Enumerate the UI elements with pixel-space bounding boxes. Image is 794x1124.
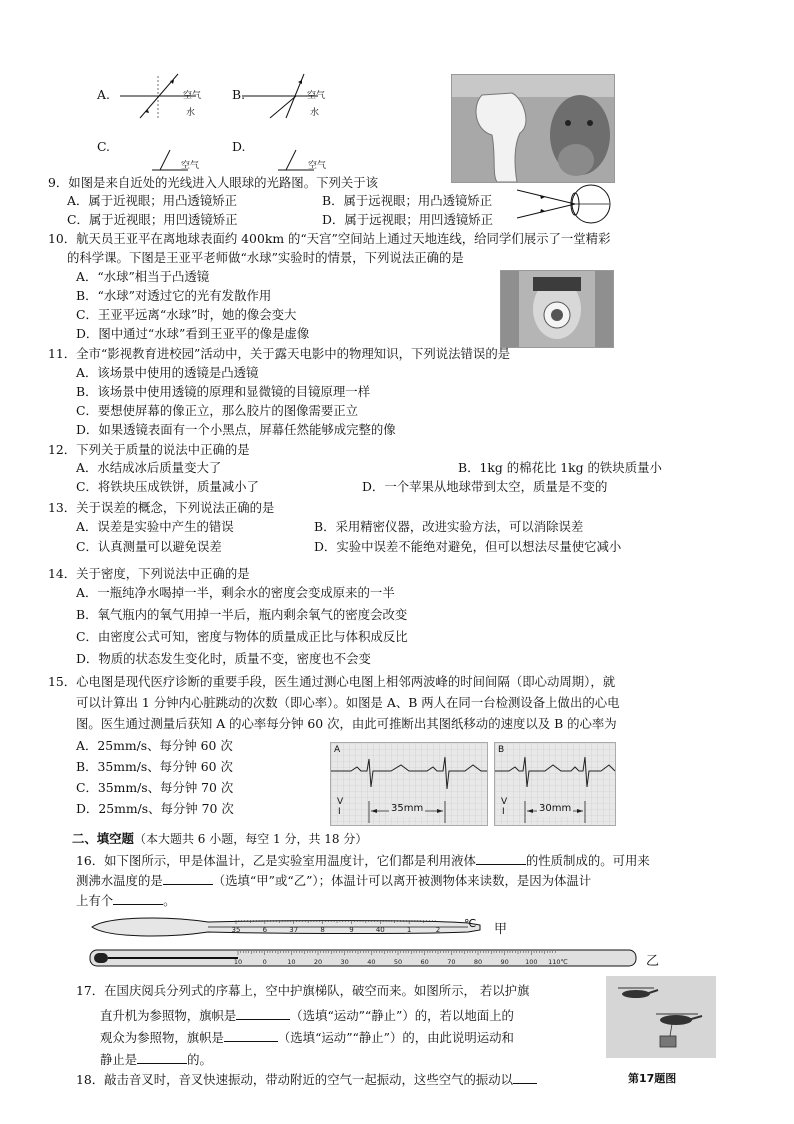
thermometer-tick-label: 1	[406, 926, 412, 934]
q16-blank-1[interactable]	[476, 851, 526, 865]
q17-photo-helicopters	[606, 976, 716, 1058]
q17-blank-2[interactable]	[224, 1028, 278, 1042]
q12-option-b: B．1kg 的棉花比 1kg 的铁块质量小	[458, 460, 662, 475]
q8-air-label-d: 空气	[308, 161, 327, 171]
q15-stem-line3: 图。医生通过测量后获知 A 的心率每分钟 60 次，由此可推断出其图纸移动的速度以及 B 的心率为	[76, 716, 617, 731]
thermometer-tick-label: 8	[320, 926, 325, 934]
q16-line3	[76, 891, 176, 910]
thermometer-tick-label: 30	[340, 958, 349, 966]
q12-option-a: A．水结成冰后质量变大了	[76, 460, 222, 475]
thermometer-tick-label: 9	[349, 926, 354, 934]
q15-option-d: D．25mm/s、每分钟 70 次	[76, 801, 234, 816]
q8-air-label-c: 空气	[181, 161, 200, 171]
q8-air-label-b: 空气	[307, 91, 326, 101]
q15-ecg-b-dim: 30mm	[539, 803, 572, 814]
q17-figure-caption: 第17题图	[628, 1072, 677, 1085]
q15-stem-line2: 可以计算出 1 分钟内心脏跳动的次数（即心率）。如图是 A、B 两人在同一台检测设备上做出的心电	[76, 695, 620, 710]
q15-ecg-a-dim: 35mm	[391, 803, 424, 814]
q12-stem: 12．下列关于质量的说法中正确的是	[48, 442, 250, 457]
q13-stem: 13．关于误差的概念，下列说法正确的是	[48, 500, 275, 515]
q18-line1	[76, 1070, 537, 1089]
q18-blank-1[interactable]	[513, 1070, 537, 1084]
section2-heading	[72, 830, 367, 848]
q17-line4	[100, 1050, 212, 1069]
q9-option-d: D．属于远视眼；用凹透镜矫正	[322, 212, 494, 227]
q10-option-d: D．图中通过“水球”看到王亚平的像是虚像	[76, 326, 310, 341]
q15-option-a: A．25mm/s、每分钟 60 次	[76, 738, 233, 753]
q17-line4-b: 的。	[187, 1052, 212, 1067]
q15-ecg-b-i: I	[502, 807, 505, 817]
q16-degc-label: ℃	[464, 917, 477, 930]
q10-option-a: A．“水球”相当于凸透镜	[76, 269, 210, 284]
q17-line2	[100, 1006, 514, 1025]
q9-photo-kid-and-horse	[451, 74, 615, 183]
section2-title: 二、填空题	[72, 831, 134, 846]
q17-line2-a: 直升机为参照物，旗帜是	[100, 1008, 237, 1023]
q15-ecg-b-label: B	[498, 745, 505, 755]
q15-ecg-a-v: V	[337, 797, 344, 807]
q12-option-d: D．一个苹果从地球带到太空，质量是不变的	[362, 479, 608, 494]
q16-line2	[76, 871, 591, 890]
q17-line3-a: 观众为参照物，旗帜是	[100, 1030, 224, 1045]
thermometer-tick-label: 37	[289, 926, 299, 934]
q13-option-b: B．采用精密仪器，改进实验方法，可以消除误差	[314, 519, 584, 534]
q9-option-a: A．属于近视眼；用凸透镜矫正	[67, 193, 238, 208]
q18-line1-text: 18．敲击音叉时，音叉快速振动，带动附近的空气一起振动，这些空气的振动以	[76, 1072, 514, 1087]
q16-line1-a: 16．如下图所示，甲是体温计，乙是实验室用温度计，它们都是利用液体	[76, 853, 476, 868]
q16-blank-2[interactable]	[163, 871, 213, 885]
q16-line2-b: （选填“甲”或“乙”）；体温计可以离开被测物体来读数，是因为体温计	[212, 873, 592, 888]
q15-ecg-a-i: I	[338, 807, 341, 817]
thermometer-tick-label: 40	[367, 958, 376, 966]
q10-stem-line1: 10．航天员王亚平在离地球表面约 400km 的“天宫”空间站上通过天地连线，给同学们展示了一堂精彩	[48, 231, 611, 246]
q17-line3-b: （选填“运动”“静止”）的，由此说明运动和	[277, 1030, 514, 1045]
section2-note: （本大题共 6 小题，每空 1 分，共 18 分）	[133, 832, 368, 846]
q17-line3	[100, 1028, 514, 1047]
q11-stem: 11．全市“影视教育进校园”活动中，关于露天电影中的物理知识，下列说法错误的是	[48, 346, 511, 361]
thermometer-tick-label: 90	[500, 958, 509, 966]
q8-air-label-a: 空气	[183, 91, 202, 101]
q9-eye-diagram	[515, 182, 611, 226]
q10-option-c: C．王亚平远离“水球”时，她的像会变大	[76, 307, 297, 322]
q16-yi-label: 乙	[646, 954, 660, 969]
thermometer-tick-label: 100	[525, 958, 538, 966]
q8-option-c: C.	[97, 139, 110, 154]
q10-option-b: B．“水球”对透过它的光有发散作用	[76, 288, 272, 303]
q11-option-a: A．该场景中使用的透镜是凸透镜	[76, 365, 259, 380]
q8-option-b: B.	[232, 87, 246, 102]
q17-blank-3[interactable]	[137, 1050, 187, 1064]
thermometer-tick-label: 50	[393, 958, 403, 966]
q16-line1	[76, 851, 650, 870]
q16-line1-b: 的性质制成的。可用来	[525, 853, 650, 868]
q8-water-label-b: 水	[310, 108, 320, 118]
q16-thermometer-jia	[88, 914, 488, 940]
thermometer-tick-label: 0	[262, 958, 267, 966]
q16-line3-a: 上有个	[76, 893, 114, 908]
q11-option-d: D．如果透镜表面有一个小黑点，屏幕任然能够成完整的像	[76, 422, 396, 437]
q15-option-b: B．35mm/s、每分钟 60 次	[76, 759, 233, 774]
q15-option-c: C．35mm/s、每分钟 70 次	[76, 780, 234, 795]
q16-thermometer-yi	[88, 946, 640, 970]
q14-option-d: D．物质的状态发生变化时，质量不变，密度也不会变	[76, 651, 371, 666]
q17-line2-b: （选填“运动”“静止”）的，若以地面上的	[290, 1008, 514, 1023]
thermometer-tick-label: 2	[435, 926, 441, 934]
q17-line4-a: 静止是	[100, 1052, 138, 1067]
thermometer-tick-label: 60	[420, 958, 429, 966]
q8-option-d: D.	[232, 139, 246, 154]
q14-option-b: B．氧气瓶内的氧气用掉一半后，瓶内剩余氧气的密度会改变	[76, 607, 408, 622]
q16-blank-3[interactable]	[113, 891, 163, 905]
q17-line1: 17．在国庆阅兵分列式的序幕上，空中护旗梯队，破空而来。如图所示， 若以护旗	[76, 983, 530, 998]
q9-option-c: C．属于近视眼；用凹透镜矫正	[67, 212, 238, 227]
q8-water-label-a: 水	[186, 108, 196, 118]
q13-option-d: D．实验中误差不能绝对避免，但可以想法尽量使它减小	[314, 539, 622, 554]
thermometer-tick-label: 80	[473, 958, 483, 966]
thermometer-tick-label: 10	[233, 958, 243, 966]
thermometer-tick-label: 40	[375, 926, 385, 934]
thermometer-tick-label: 20	[313, 958, 323, 966]
q9-option-b: B．属于远视眼；用凸透镜矫正	[322, 193, 493, 208]
q15-ecg-b	[494, 742, 616, 826]
q13-option-c: C．认真测量可以避免误差	[76, 539, 222, 554]
q14-option-c: C．由密度公式可知，密度与物体的质量成正比与体积成反比	[76, 629, 408, 644]
q11-option-c: C．要想使屏幕的像正立，那么胶片的图像需要正立	[76, 403, 359, 418]
q12-option-c: C．将铁块压成铁饼，质量减小了	[76, 479, 259, 494]
q14-stem: 14．关于密度，下列说法中正确的是	[48, 566, 250, 581]
q15-ecg-b-v: V	[501, 797, 508, 807]
q10-stem-line2: 的科学课。下图是王亚平老师做“水球”实验时的情景，下列说法正确的是	[67, 250, 464, 265]
q17-blank-1[interactable]	[236, 1006, 290, 1020]
q14-option-a: A．一瓶纯净水喝掉一半，剩余水的密度会变成原来的一半	[76, 585, 395, 600]
q16-line3-b: 。	[163, 893, 176, 908]
thermometer-tick-label: 6	[262, 926, 268, 934]
thermometer-tick-label: 110℃	[548, 958, 568, 966]
thermometer-tick-label: 70	[447, 958, 456, 966]
q15-stem-line1: 15．心电图是现代医疗诊断的重要手段，医生通过测心电图上相邻两波峰的时间间隔（即心动周期），就	[48, 674, 616, 689]
q13-option-a: A．误差是实验中产生的错误	[76, 519, 234, 534]
q10-photo-water-ball	[500, 270, 614, 348]
q9-stem: 9．如图是来自近处的光线进入人眼球的光路图。下列关于该	[48, 175, 379, 190]
thermometer-tick-label: 10	[287, 958, 296, 966]
q16-jia-label: 甲	[494, 922, 508, 937]
thermometer-tick-label: 35	[231, 926, 241, 934]
q15-ecg-a	[330, 742, 488, 826]
q16-line2-a: 测沸水温度的是	[76, 873, 163, 888]
q11-option-b: B．该场景中使用透镜的原理和显微镜的目镜原理一样	[76, 384, 371, 399]
q15-ecg-a-label: A	[334, 745, 341, 755]
q8-option-a: A.	[97, 87, 110, 102]
